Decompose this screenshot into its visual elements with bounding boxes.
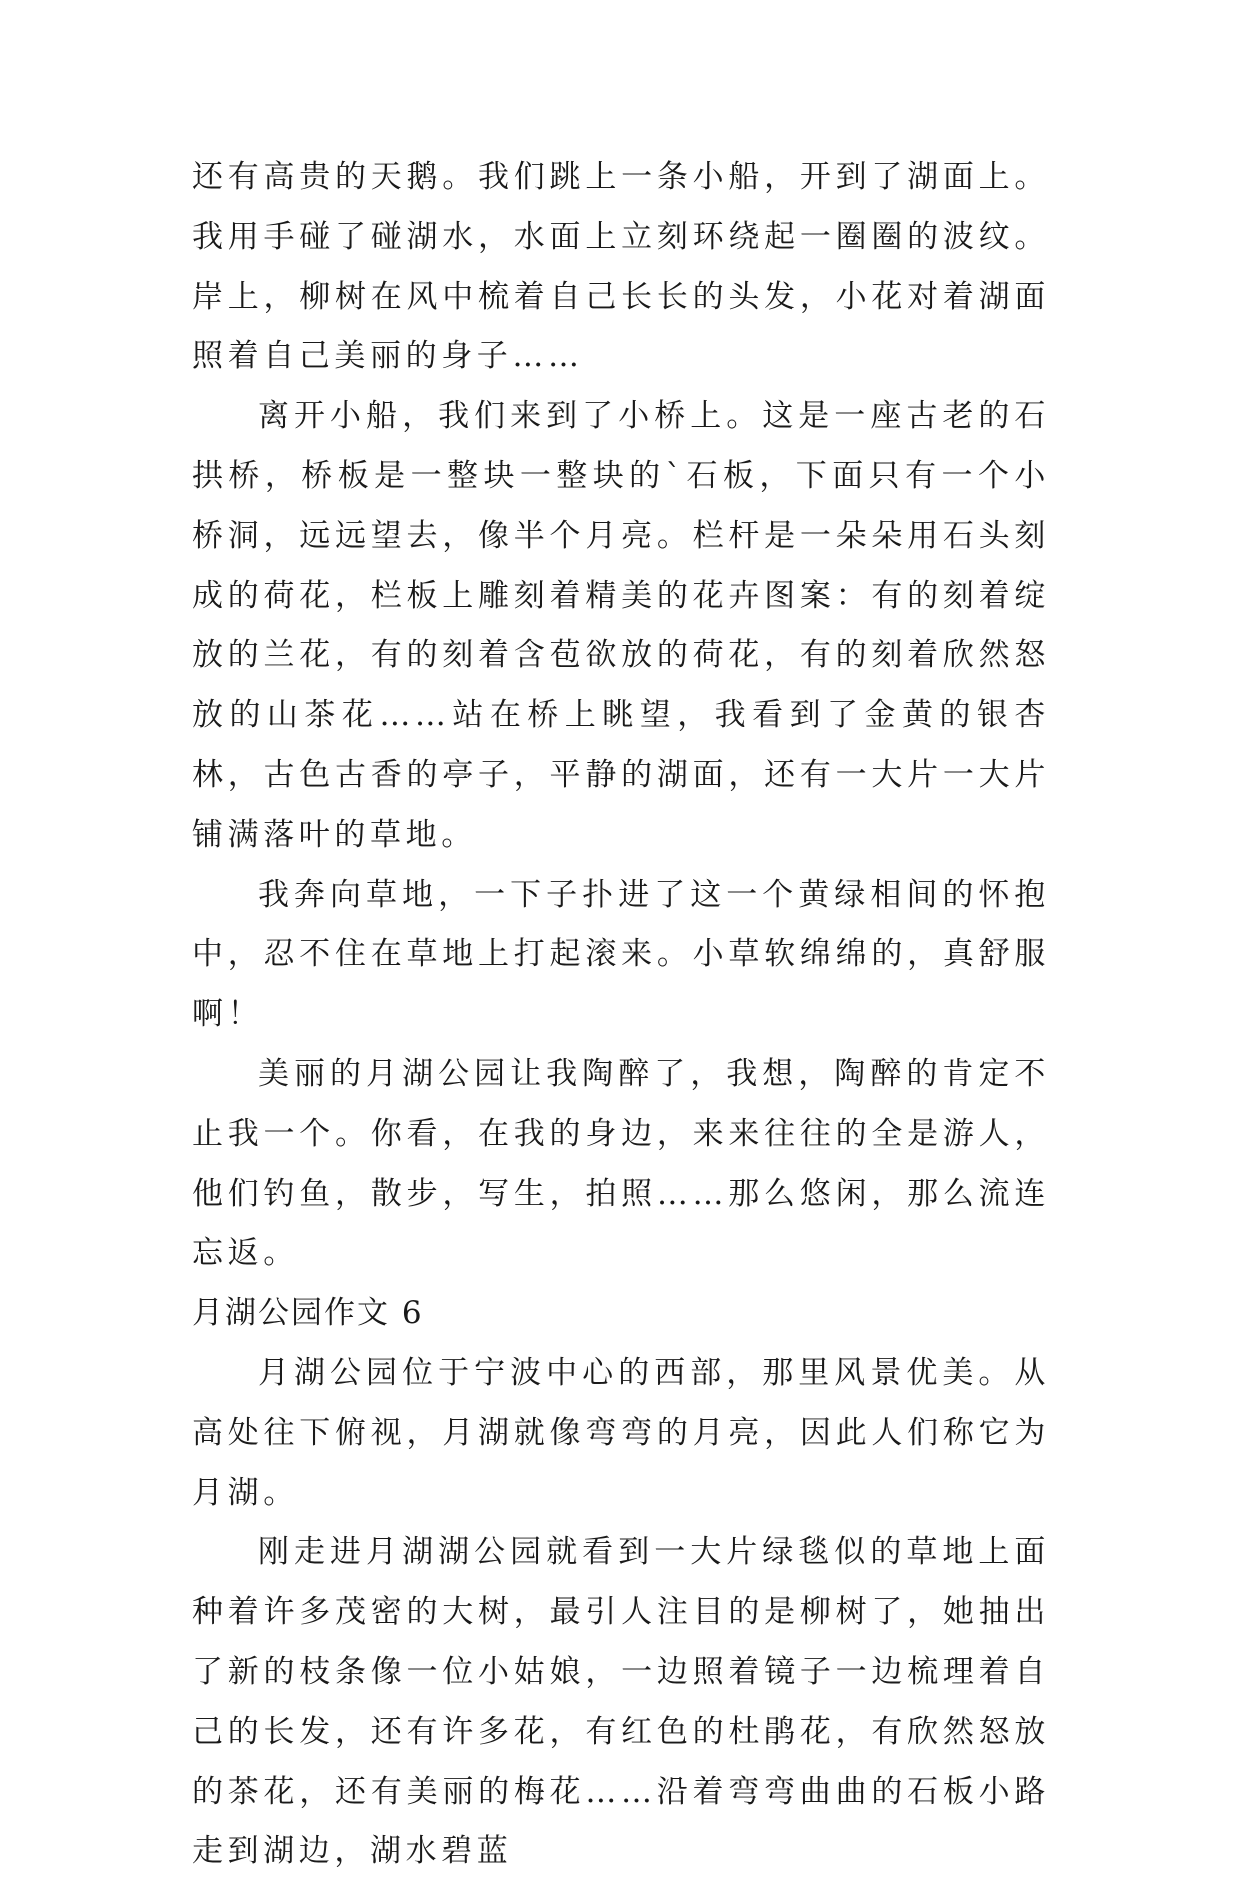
paragraph-stone-bridge: 离开小船，我们来到了小桥上。这是一座古老的石拱桥，桥板是一整块一整块的`石板，下面只有一个小桥洞，远远望去，像半个月亮。栏杆是一朵朵用石头刻成的荷花，栏板上雕刻着精美的花卉图案：有的刻着绽放的兰花，有的刻着含苞欲放的荷花，有的刻着欣然怒放的山茶花……站在桥上眺望，我看到了金黄的银杏林，古色古香的亭子，平静的湖面，还有一大片一大片铺满落叶的草地。 — [192, 398, 1050, 853]
essay-heading: 月湖公园作文 6 — [192, 1295, 424, 1332]
paragraph-park-entrance: 刚走进月湖湖公园就看到一大片绿毯似的草地上面种着许多茂密的大树，最引人注目的是柳树了，她抽出了新的枝条像一位小姑娘，一边照着镜子一边梳理着自己的长发，还有许多花，有红色的杜鹃花，有欣然怒放的茶花，还有美丽的梅花……沿着弯弯曲曲的石板小路走到湖边，湖水碧蓝 — [192, 1534, 1050, 1870]
paragraph-park-location: 月湖公园位于宁波中心的西部，那里风景优美。从高处往下俯视，月湖就像弯弯的月亮，因此人们称它为月湖。 — [192, 1354, 1050, 1511]
document-body — [192, 148, 1050, 1882]
paragraph-meadow: 我奔向草地，一下子扑进了这一个黄绿相间的怀抱中，忍不住在草地上打起滚来。小草软绵绵的，真舒服啊！ — [192, 876, 1050, 1033]
paragraph-visitors: 美丽的月湖公园让我陶醉了，我想，陶醉的肯定不止我一个。你看，在我的身边，来来往往的全是游人，他们钓鱼，散步，写生，拍照……那么悠闲，那么流连忘返。 — [192, 1055, 1050, 1272]
paragraph-swans-boat: 还有高贵的天鹅。我们跳上一条小船，开到了湖面上。我用手碰了碰湖水，水面上立刻环绕起一圈圈的波纹。岸上，柳树在风中梳着自己长长的头发，小花对着湖面照着自己美丽的身子…… — [192, 159, 1050, 375]
